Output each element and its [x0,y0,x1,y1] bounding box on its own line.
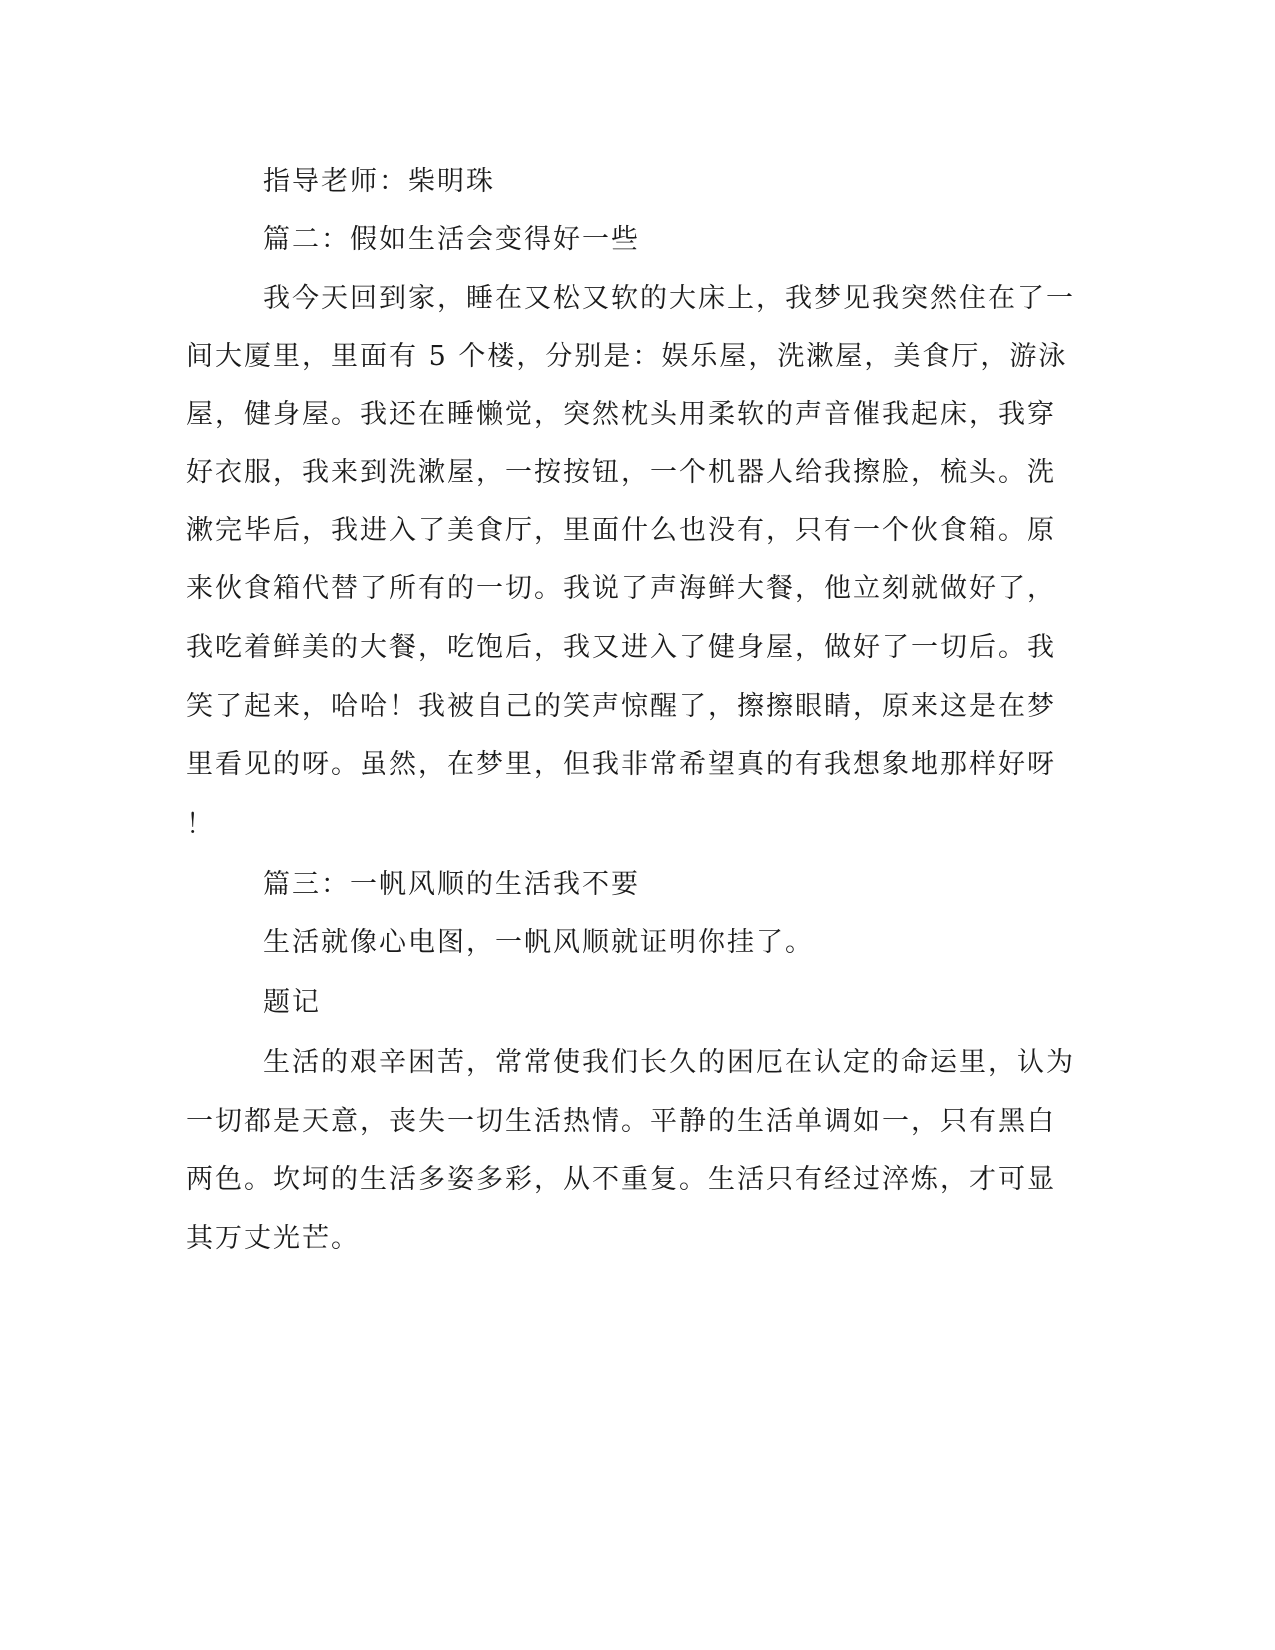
quote-line: 生活就像心电图，一帆风顺就证明你挂了。 [263,927,814,958]
paragraph-line: 一切都是天意，丧失一切生活热情。平静的生活单调如一，只有黑白 [186,1106,1056,1137]
paragraph-line: 漱完毕后，我进入了美食厅，里面什么也没有，只有一个伙食箱。原 [186,515,1056,546]
paragraph-line: 我今天回到家，睡在又松又软的大床上，我梦见我突然住在了一 [263,283,1075,314]
paragraph-line: 其万丈光芒。 [186,1223,360,1254]
paragraph-line: 间大厦里，里面有 5 个楼，分别是：娱乐屋，洗漱屋，美食厅，游泳 [186,341,1068,372]
paragraph-line: 两色。坎坷的生活多姿多彩，从不重复。生活只有经过淬炼，才可显 [186,1164,1056,1195]
paragraph-line: 笑了起来，哈哈！我被自己的笑声惊醒了，擦擦眼睛，原来这是在梦 [186,691,1056,722]
paragraph-line: 来伙食箱代替了所有的一切。我说了声海鲜大餐，他立刻就做好了， [186,573,1056,604]
paragraph-line: 生活的艰辛困苦，常常使我们长久的困厄在认定的命运里，认为 [263,1047,1075,1078]
paragraph-line: 里看见的呀。虽然，在梦里，但我非常希望真的有我想象地那样好呀 [186,749,1056,780]
paragraph-line: 我吃着鲜美的大餐，吃饱后，我又进入了健身屋，做好了一切后。我 [186,632,1056,663]
paragraph-line: 好衣服，我来到洗漱屋，一按按钮，一个机器人给我擦脸，梳头。洗 [186,457,1056,488]
advisor-line: 指导老师：柴明珠 [263,166,495,197]
section3-heading: 篇三：一帆风顺的生活我不要 [263,869,640,900]
paragraph-line: ！ [186,809,215,840]
section2-heading: 篇二：假如生活会变得好一些 [263,224,640,255]
quote-attribution: 题记 [263,987,321,1018]
paragraph-line: 屋，健身屋。我还在睡懒觉，突然枕头用柔软的声音催我起床，我穿 [186,399,1056,430]
